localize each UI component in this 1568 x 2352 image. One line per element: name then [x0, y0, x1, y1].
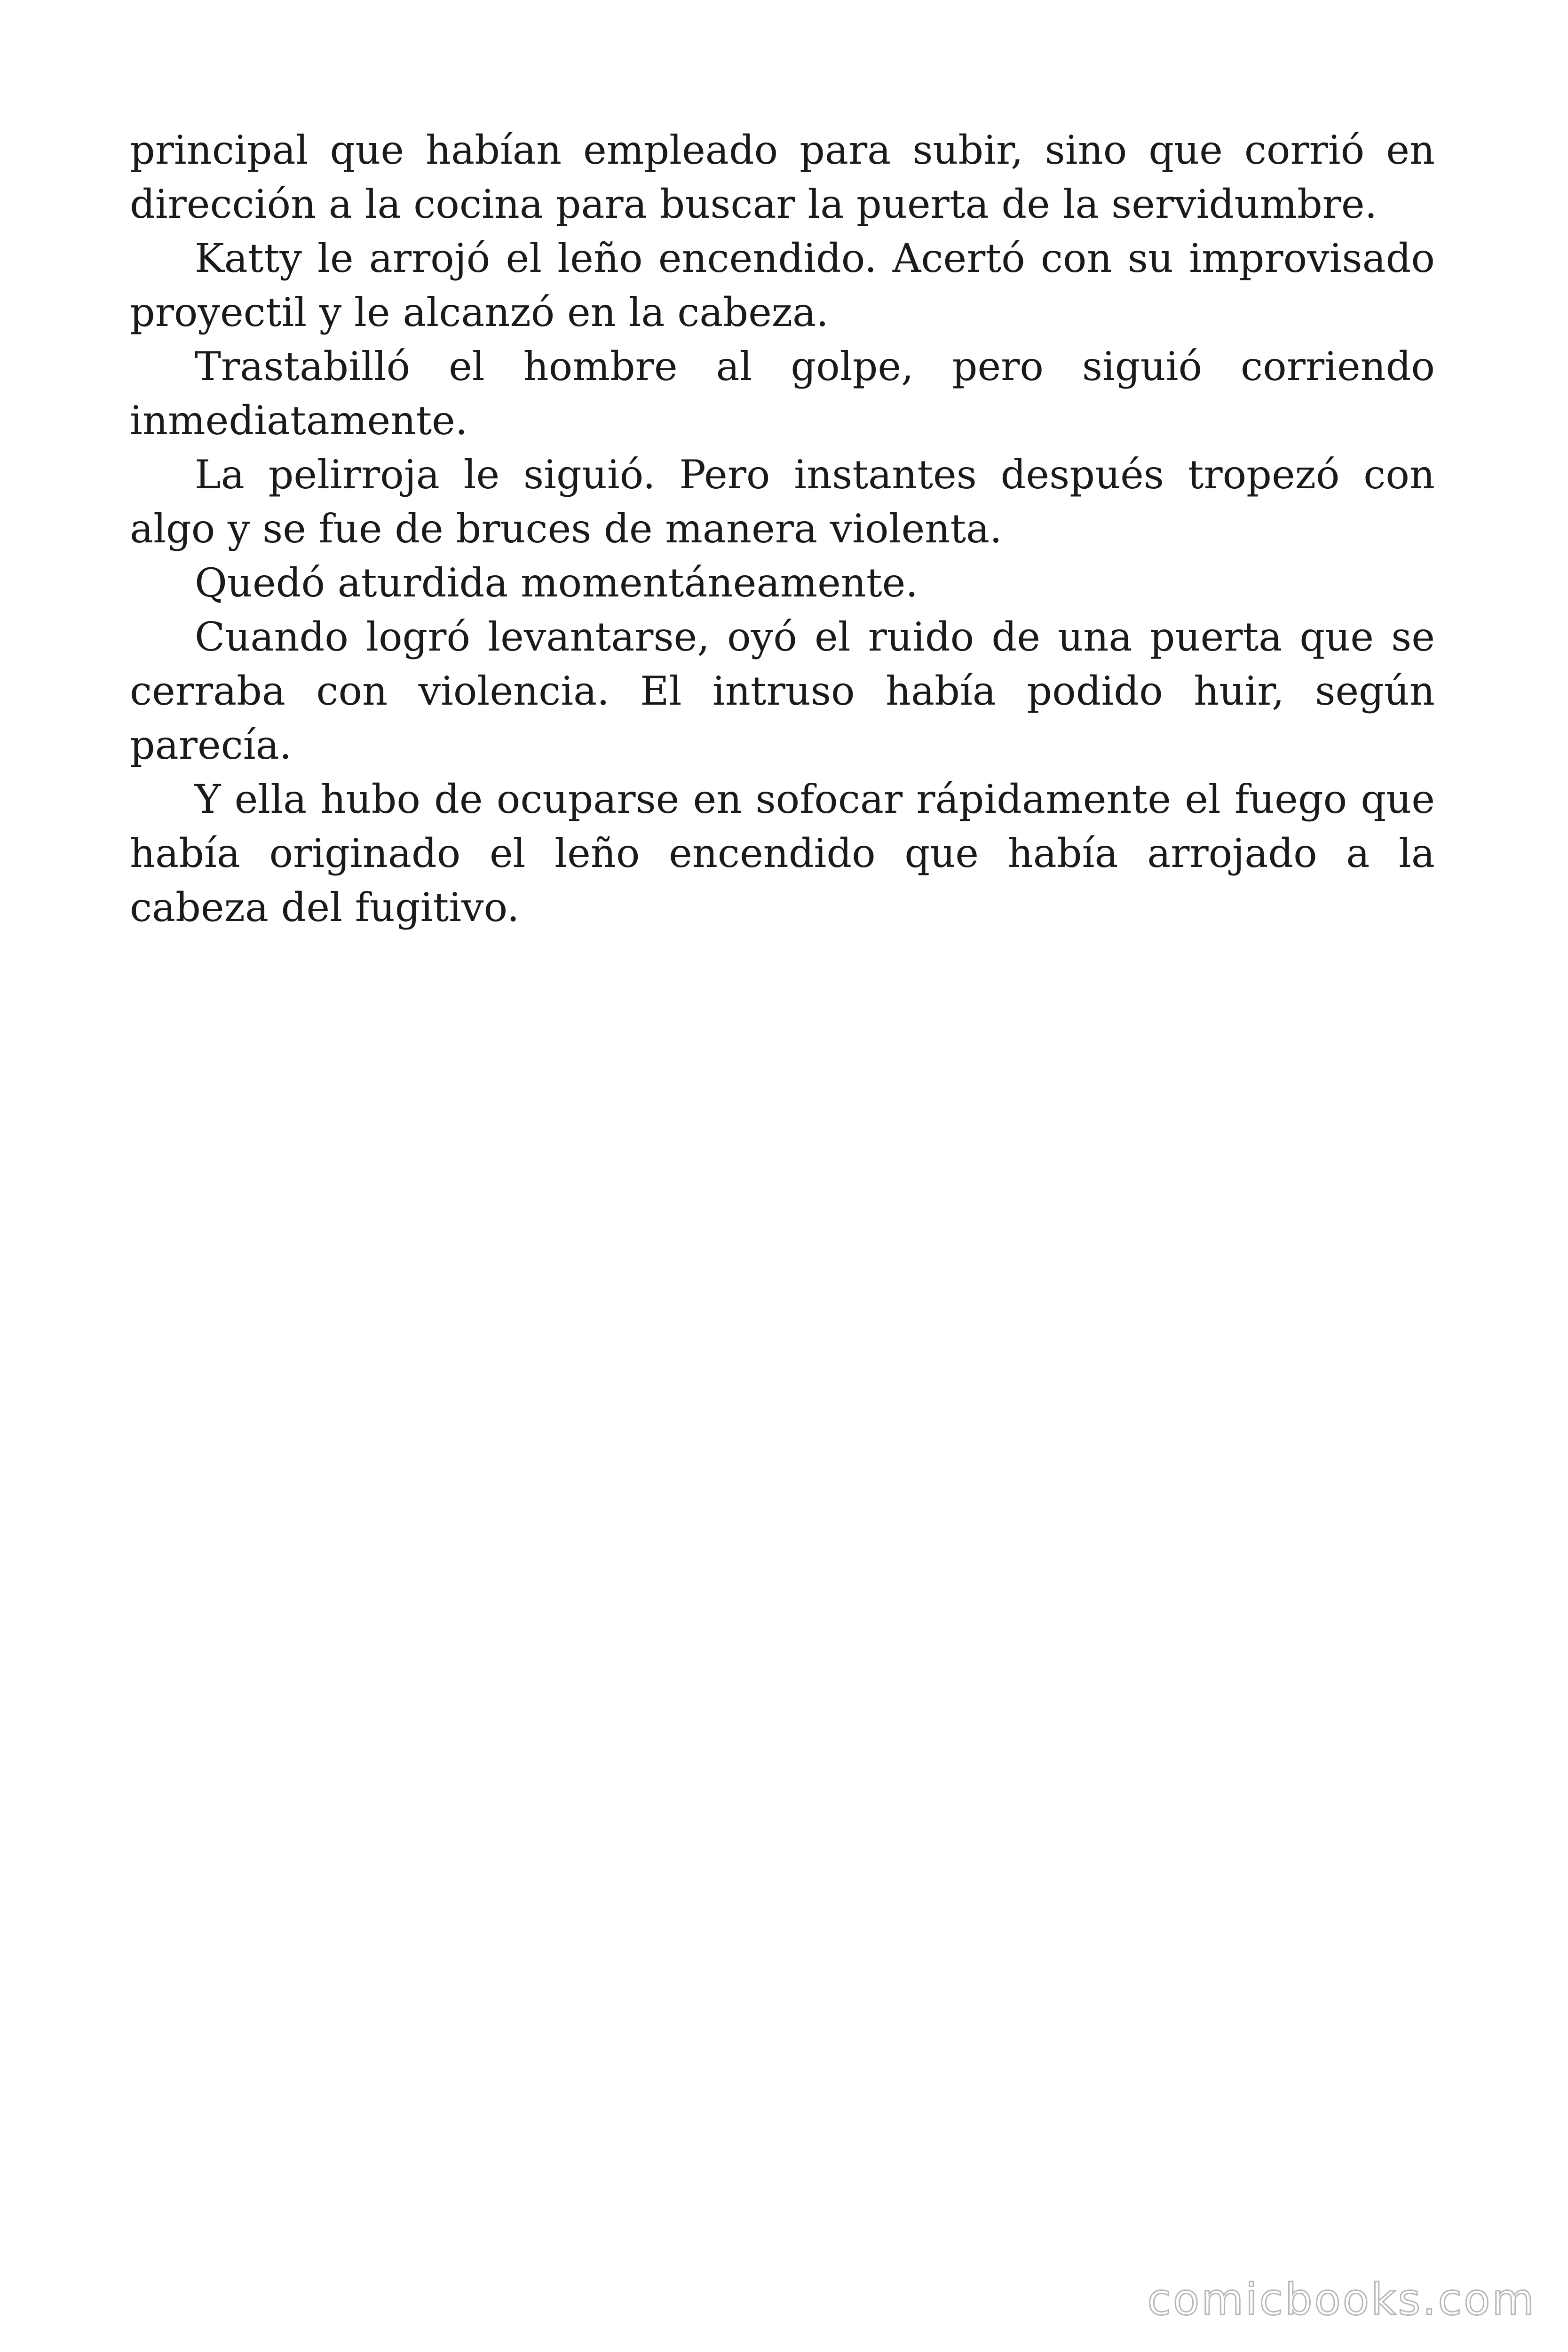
body-text	[130, 123, 1435, 935]
paragraph-2: Katty le arrojó el leño encendido. Acertó con su improvisado proyectil y le alcanzó en la cabeza.	[130, 235, 1435, 335]
paragraph-7: Y ella hubo de ocuparse en sofocar rápidamente el fuego que había originado el leño encendido que había arrojado a la cabeza del fugitivo.	[130, 776, 1435, 930]
paragraph-5: Quedó aturdida momentáneamente.	[195, 560, 919, 606]
watermark: comicbooks.com	[1147, 2274, 1536, 2325]
paragraph-1: principal que habían empleado para subir, sino que corrió en dirección a la cocina para buscar la puerta de la servidumbre.	[130, 127, 1435, 227]
paragraph-6: Cuando logró levantarse, oyó el ruido de una puerta que se cerraba con violencia. El intruso había podido huir, según parecía.	[130, 614, 1435, 768]
paragraph-4: La pelirroja le siguió. Pero instantes después tropezó con algo y se fue de bruces de manera violenta.	[130, 452, 1435, 552]
paragraph-3: Trastabilló el hombre al golpe, pero siguió corriendo inmediatamente.	[130, 343, 1435, 444]
